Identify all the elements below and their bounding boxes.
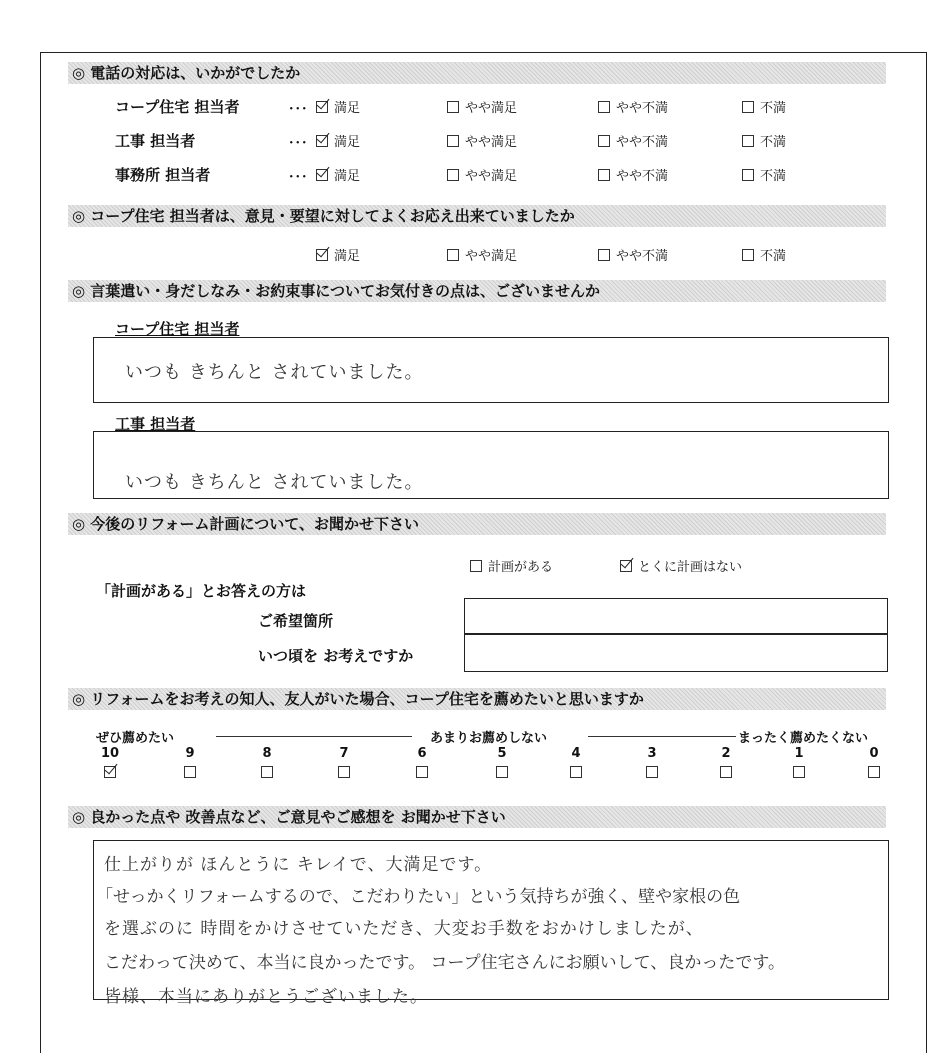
row-label-office: 事務所 担当者 bbox=[115, 166, 211, 184]
checkbox-icon[interactable] bbox=[742, 249, 754, 261]
scale-line bbox=[216, 736, 412, 737]
scale-checkbox-checked-icon[interactable] bbox=[104, 766, 116, 778]
option-label: やや不満 bbox=[616, 249, 669, 264]
desired-location-field[interactable] bbox=[464, 598, 888, 634]
option-label: やや不満 bbox=[616, 135, 669, 150]
checkbox-icon[interactable] bbox=[447, 169, 459, 181]
koji-staff-label: 工事 担当者 bbox=[115, 415, 196, 433]
scale-number: 8 bbox=[262, 746, 272, 761]
option-no-plan[interactable] bbox=[620, 556, 742, 575]
option-dissatisfied[interactable] bbox=[742, 97, 786, 116]
row-label-koji: 工事 担当者 bbox=[115, 132, 196, 150]
option-dissatisfied[interactable] bbox=[742, 131, 786, 150]
scale-checkbox-icon[interactable] bbox=[570, 766, 582, 778]
option-satisfied[interactable] bbox=[316, 245, 360, 264]
option-label: 計画がある bbox=[488, 560, 554, 575]
option-somewhat-dissatisfied[interactable] bbox=[598, 245, 668, 264]
option-somewhat-satisfied[interactable] bbox=[447, 245, 517, 264]
feedback-line: 「せっかくリフォームするので、こだわりたい」という気持ちが強く、壁や家根の色 bbox=[96, 887, 741, 907]
scale-checkbox-icon[interactable] bbox=[646, 766, 658, 778]
feedback-line: 皆様、本当にありがとうございました。 bbox=[104, 987, 428, 1007]
scale-number: 0 bbox=[869, 746, 879, 761]
option-label: やや満足 bbox=[465, 101, 518, 116]
option-label: 不満 bbox=[760, 101, 787, 116]
scale-checkbox-icon[interactable] bbox=[720, 766, 732, 778]
section-response-title: ◎ コープ住宅 担当者は、意見・要望に対してよくお応え出来ていましたか bbox=[68, 205, 886, 227]
option-label: やや不満 bbox=[616, 101, 669, 116]
checkbox-icon[interactable] bbox=[447, 101, 459, 113]
option-label: やや満足 bbox=[465, 135, 518, 150]
scale-checkbox-icon[interactable] bbox=[868, 766, 880, 778]
option-label: 不満 bbox=[760, 169, 787, 184]
option-somewhat-satisfied[interactable] bbox=[447, 97, 517, 116]
option-somewhat-dissatisfied[interactable] bbox=[598, 97, 668, 116]
section-phone-title: ◎ 電話の対応は、いかがでしたか bbox=[68, 62, 886, 84]
option-label: 満足 bbox=[334, 169, 361, 184]
scale-number: 7 bbox=[339, 746, 349, 761]
option-somewhat-satisfied[interactable] bbox=[447, 165, 517, 184]
feedback-line: を選ぶのに 時間をかけさせていただき、大変お手数をおかけしましたが、 bbox=[104, 919, 704, 939]
feedback-line: こだわって決めて、本当に良かったです。 コープ住宅さんにお願いして、良かったです。 bbox=[104, 953, 785, 973]
checkbox-icon[interactable] bbox=[742, 101, 754, 113]
scale-number: 5 bbox=[497, 746, 507, 761]
checkbox-icon[interactable] bbox=[598, 249, 610, 261]
coop-comment-text: いつも きちんと されていました。 bbox=[125, 362, 424, 383]
timing-field[interactable] bbox=[464, 634, 888, 672]
dots: ･･･ bbox=[288, 102, 308, 117]
scale-right-label: まったく薦めたくない bbox=[738, 731, 869, 746]
scale-number: 3 bbox=[647, 746, 657, 761]
option-somewhat-satisfied[interactable] bbox=[447, 131, 517, 150]
scale-number: 9 bbox=[185, 746, 195, 761]
option-label: 不満 bbox=[760, 249, 787, 264]
section-feedback-title: ◎ 良かった点や 改善点など、ご意見やご感想を お聞かせ下さい bbox=[68, 806, 886, 828]
option-label: やや満足 bbox=[465, 249, 518, 264]
option-satisfied[interactable] bbox=[316, 97, 360, 116]
option-somewhat-dissatisfied[interactable] bbox=[598, 165, 668, 184]
scale-checkbox-icon[interactable] bbox=[416, 766, 428, 778]
plan-note: 「計画がある」とお答えの方は bbox=[96, 582, 307, 600]
koji-comment-text: いつも きちんと されていました。 bbox=[125, 472, 424, 493]
option-has-plan[interactable] bbox=[470, 556, 553, 575]
dots: ･･･ bbox=[288, 136, 308, 151]
scale-checkbox-icon[interactable] bbox=[338, 766, 350, 778]
scale-number: 2 bbox=[721, 746, 731, 761]
checkbox-icon[interactable] bbox=[470, 560, 482, 572]
row-label-coop: コープ住宅 担当者 bbox=[115, 98, 240, 116]
checkbox-icon[interactable] bbox=[598, 135, 610, 147]
section-plan-title: ◎ 今後のリフォーム計画について、お聞かせ下さい bbox=[68, 513, 886, 535]
scale-checkbox-icon[interactable] bbox=[793, 766, 805, 778]
scale-left-label: ぜひ薦めたい bbox=[96, 731, 175, 746]
scale-checkbox-icon[interactable] bbox=[496, 766, 508, 778]
scale-line bbox=[588, 736, 736, 737]
section-manners-title: ◎ 言葉遣い・身だしなみ・お約束事についてお気付きの点は、ございませんか bbox=[68, 280, 886, 302]
option-dissatisfied[interactable] bbox=[742, 245, 786, 264]
option-label: 不満 bbox=[760, 135, 787, 150]
option-satisfied[interactable] bbox=[316, 165, 360, 184]
checkbox-icon[interactable] bbox=[742, 169, 754, 181]
option-label: やや不満 bbox=[616, 169, 669, 184]
coop-staff-label: コープ住宅 担当者 bbox=[115, 320, 240, 338]
checkbox-icon[interactable] bbox=[742, 135, 754, 147]
checkbox-icon[interactable] bbox=[447, 249, 459, 261]
option-label: 満足 bbox=[334, 135, 361, 150]
scale-middle-label: あまりお薦めしない bbox=[430, 731, 548, 746]
option-somewhat-dissatisfied[interactable] bbox=[598, 131, 668, 150]
option-satisfied[interactable] bbox=[316, 131, 360, 150]
scale-checkbox-icon[interactable] bbox=[261, 766, 273, 778]
option-dissatisfied[interactable] bbox=[742, 165, 786, 184]
dots: ･･･ bbox=[288, 170, 308, 185]
timing-label: いつ頃を お考えですか bbox=[258, 647, 414, 665]
option-label: やや満足 bbox=[465, 169, 518, 184]
feedback-line: 仕上がりが ほんとうに キレイで、大満足です。 bbox=[104, 855, 493, 875]
checkbox-checked-icon[interactable] bbox=[620, 560, 632, 572]
scale-checkbox-icon[interactable] bbox=[184, 766, 196, 778]
option-label: 満足 bbox=[334, 101, 361, 116]
scale-number: 1 bbox=[794, 746, 804, 761]
option-label: とくに計画はない bbox=[638, 560, 743, 575]
desired-location-label: ご希望箇所 bbox=[258, 612, 334, 630]
checkbox-icon[interactable] bbox=[598, 101, 610, 113]
checkbox-checked-icon[interactable] bbox=[316, 135, 328, 147]
checkbox-checked-icon[interactable] bbox=[316, 169, 328, 181]
scale-number: 4 bbox=[571, 746, 581, 761]
checkbox-icon[interactable] bbox=[598, 169, 610, 181]
checkbox-checked-icon[interactable] bbox=[316, 101, 328, 113]
checkbox-checked-icon[interactable] bbox=[316, 249, 328, 261]
scale-number: 10 bbox=[100, 746, 120, 761]
scale-number: 6 bbox=[417, 746, 427, 761]
section-recommend-title: ◎ リフォームをお考えの知人、友人がいた場合、コープ住宅を薦めたいと思いますか bbox=[68, 688, 886, 710]
checkbox-icon[interactable] bbox=[447, 135, 459, 147]
option-label: 満足 bbox=[334, 249, 361, 264]
